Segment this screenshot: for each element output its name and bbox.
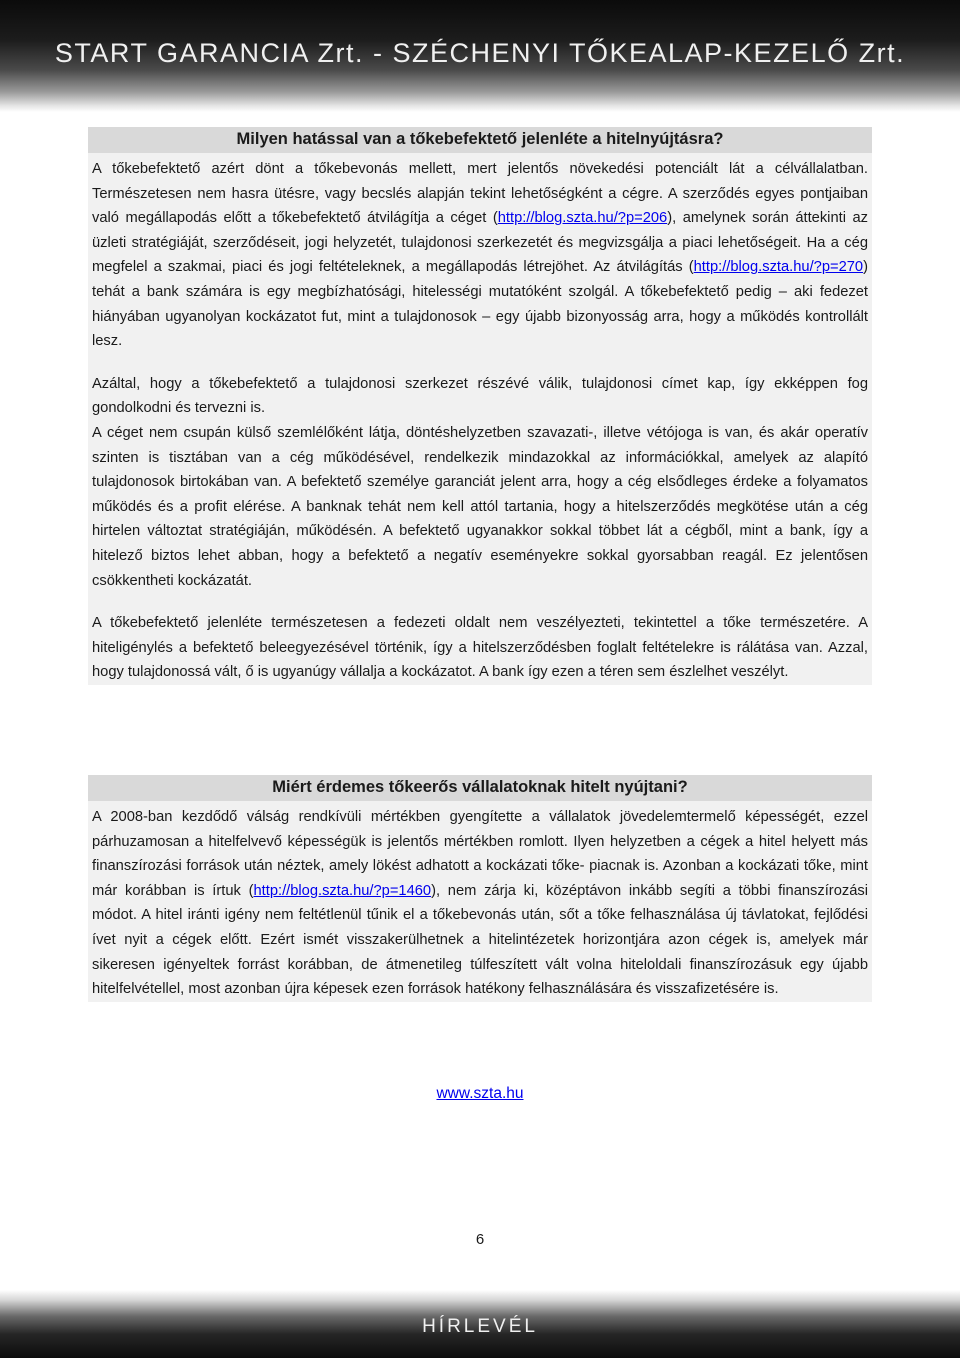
blog-link-1460[interactable]: http://blog.szta.hu/?p=1460 [253,882,432,899]
spacer [92,354,868,372]
text-run: ), amelynek során áttekinti az üzleti stratégiáját, szerződéseit, jogi helyzetét, tulajdonosi szerkezetét és megvizsgálja a piaci lehetőségeit. Ha a cég megfelel a szakmai, piaci és jogi feltételeknek, a megállapodás létrejöhet. Az átvilágítás ( [92,210,868,276]
paragraph [92,805,868,1002]
text-run: ), nem zárja ki, középtávon inkább segíti a többi finanszírozási módot. A hitel iránti igény nem feltétlenül tűnik el a tőkebevonás után, sőt a tőke felhasználása új távlatokat, fejlődési ívet nyit a cégek előtt. Ezért ismét visszakerülhetnek a hitelintézetek horizontjára azon cégek is, amelyek már sikeresen igényeltek forrást korábban, de átmenetileg túlfeszített vált volna hiteloldali finanszírozásuk egy újabb hitelfelvétellel, most azonban újra képesek ezen források hatékony felhasználására és visszafizetésére is. [92,882,868,998]
paragraph: Azáltal, hogy a tőkebefektető a tulajdonosi szerkezet részévé válik, tulajdonosi címet kap, így ekképpen fog gondolkodni és tervezni is. [92,375,868,417]
text-run: A tőkebefektető azért dönt a tőkebevonás mellett, mert jelentős növekedési potenciált lát a célvállalatban. Természetesen nem hasra ütésre, vagy becslés alapján tekint lehetőségként a cégre. A szerződés egyes pontjaiban való megállapodás előtt a tőkebefektető átvilágítja a céget ( [92,161,868,227]
section-capital-strong [88,775,872,1002]
website-link-row [0,1085,960,1103]
spacer [92,593,868,611]
section-credit-impact [88,127,872,685]
newsletter-label: HÍRLEVÉL [422,1316,538,1337]
website-link[interactable]: www.szta.hu [436,1085,524,1102]
section-heading: Miért érdemes tőkeerős vállalatoknak hitelt nyújtani? [88,775,872,801]
text-run: A 2008-ban kezdődő válság rendkívüli mértékben gyengítette a vállalatok jövedelemtermelő képességét, ezzel párhuzamosan a hitelfelvevő képességük is jelentős mértékben romlott. Ilyen helyzetben a cégek a hitel helyett más finanszírozási források után néztek, amely lökést adhatott a kockázati tőke- piacnak is. Azonban a kockázati tőke, mint már korábban is írtuk ( [92,809,868,899]
paragraph [92,157,868,354]
blog-link-206[interactable]: http://blog.szta.hu/?p=206 [497,210,668,227]
page-number: 6 [475,1231,485,1248]
section-heading: Milyen hatással van a tőkebefektető jelenléte a hitelnyújtásra? [88,127,872,153]
header-title: START GARANCIA Zrt. - SZÉCHENYI TŐKEALAP-KEZELŐ Zrt. [54,38,906,68]
blog-link-270[interactable]: http://blog.szta.hu/?p=270 [693,259,864,276]
paragraph: A céget nem csupán külső szemlélőként látja, döntéshelyzetben szavazati-, illetve vétójoga is van, és akár operatív szinten is tisztában van a cég működésével, rendelkezik mindazokkal az információkkal, amelyek az alapító tulajdonosok birtokában van. A befektető személye garanciát jelent arra, hogy a cég elsődleges érdeke a folyamatos működés és a profit elérése. A banknak tehát nem kell attól tartania, hogy a hitelszerződés megkötése után a cég hirtelen változtat stratégiáján, működésén. A befektető ugyanakkor sokkal többet lát a cégből, mint a bank, így a hitelező biztos lehet abban, hogy a befektető a negatív eseményekre sokkal gyorsabban reagál. Ez jelentősen csökkentheti kockázatát. [92,424,868,589]
paragraph: A tőkebefektető jelenléte természetesen a fedezeti oldalt nem veszélyezteti, tekintettel a tőke természetére. A hiteligénylés a befektető beleegyezésével történik, így a hitelszerződésben foglalt feltételekre is rálátása van. Azzal, hogy tulajdonossá vált, ő is ugyanúgy vállalja a kockázatot. A bank így ezen a téren sem észlelhet veszélyt. [92,615,868,681]
text-run: ) tehát a bank számára is egy megbízhatósági, hitelességi mutatóként szolgál. A tőkebefektető pedig – aki fedezet hiányában ugyanolyan kockázatot fut, mint a tulajdonosok – egy újabb bizonyosság arra, hogy a működés kontrollált lesz. [92,259,868,350]
